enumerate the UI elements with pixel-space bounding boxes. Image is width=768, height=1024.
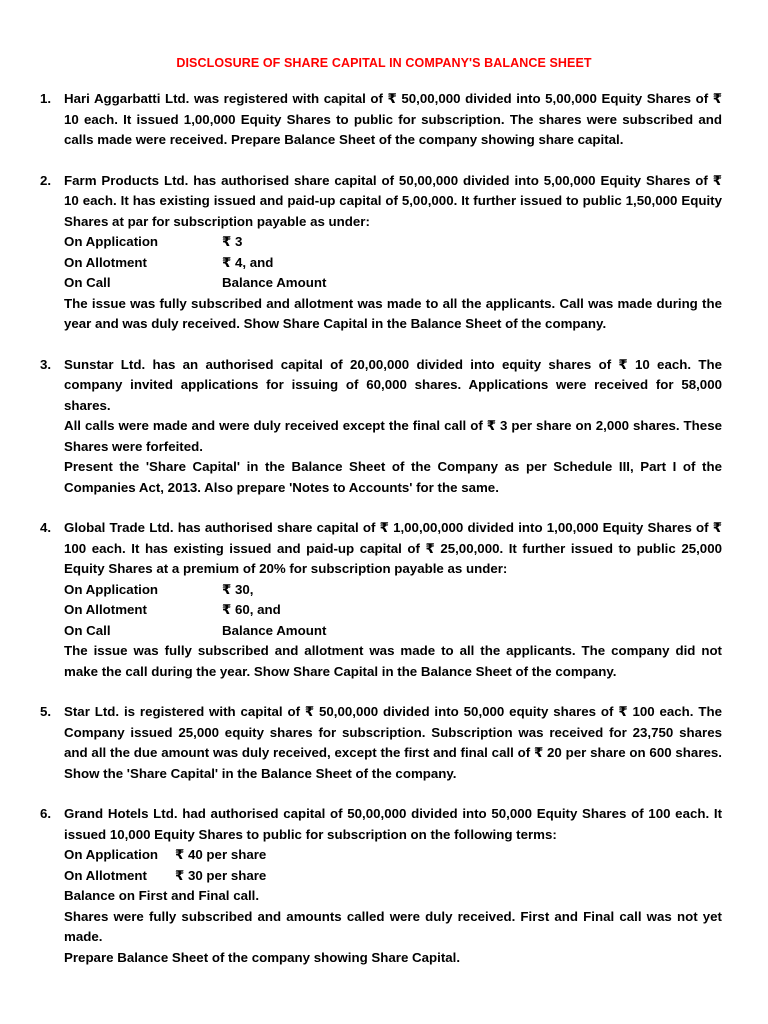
- question-number: 2.: [40, 172, 52, 188]
- question-2: [40, 171, 722, 335]
- question-6: [40, 804, 722, 968]
- payment-term-value: ₹ 4, and: [222, 254, 274, 270]
- question-number: 5.: [40, 704, 52, 719]
- payment-term-label: On Application: [64, 581, 159, 597]
- payment-term-row: [64, 845, 722, 866]
- payment-term-row: [64, 600, 722, 621]
- question-text: Shares were fully subscribed and amounts called were duly received. First and Final call was not yet made.: [64, 908, 722, 944]
- question-text: Grand Hotels Ltd. had authorised capital of 50,00,000 divided into 50,000 Equity Shares of 100 each. It issued 10,000 Equity Shares to public for subscription on the following terms:: [64, 806, 722, 842]
- payment-term-row: [64, 232, 722, 253]
- question-number: 4.: [40, 520, 52, 535]
- payment-term-value: ₹ 30 per share: [175, 867, 267, 883]
- question-number: 1.: [40, 91, 52, 106]
- question-text: Star Ltd. is registered with capital of ₹ 50,00,000 divided into 50,000 equity shares of ₹ 100 each. The Company issued 25,000 equity shares for subscription. Subscription was received for 23,750 shares and all the due amount was duly received, except the first and final call of ₹ 20 per share on 600 shares. Show the 'Share Capital' in the Balance Sheet of the company.: [64, 704, 722, 781]
- question-text: Present the 'Share Capital' in the Balance Sheet of the Company as per Schedule III, Part I of the Companies Act, 2013. Also prepare 'Notes to Accounts' for the same.: [64, 459, 722, 495]
- payment-term-label: On Allotment: [64, 602, 147, 617]
- question-text: The issue was fully subscribed and allotment was made to all the applicants. The company did not make the call during the year. Show Share Capital in the Balance Sheet of the company.: [64, 643, 722, 679]
- payment-term-row: [64, 273, 722, 294]
- question-text: Balance on First and Final call.: [64, 888, 260, 903]
- payment-term-label: On Call: [64, 622, 111, 638]
- question-number: 3.: [40, 356, 52, 372]
- payment-term-value: ₹ 30,: [222, 581, 254, 597]
- question-text: Sunstar Ltd. has an authorised capital of 20,00,000 divided into equity shares of ₹ 10 each. The company invited applications for issuing of 60,000 shares. Applications were received for 58,000 shares.: [64, 356, 722, 413]
- payment-term-label: On Application: [64, 847, 159, 862]
- payment-term-value: ₹ 60, and: [222, 602, 281, 617]
- question-text: Global Trade Ltd. has authorised share capital of ₹ 1,00,00,000 divided into 1,00,000 Equity Shares of ₹ 100 each. It has existing issued and paid-up capital of ₹ 25,00,000. It further issued to public 25,000 Equity Shares at a premium of 20% for subscription payable as under:: [64, 520, 722, 576]
- payment-term-value: Balance Amount: [222, 622, 327, 638]
- payment-term-label: On Call: [64, 275, 111, 290]
- question-text: The issue was fully subscribed and allotment was made to all the applicants. Call was made during the year and was duly received. Show Share Capital in the Balance Sheet of the company.: [64, 295, 722, 331]
- payment-term-row: [64, 253, 722, 274]
- question-4: [40, 518, 722, 682]
- payment-term-value: ₹ 40 per share: [175, 847, 267, 862]
- payment-term-row: [64, 866, 722, 887]
- question-text: Farm Products Ltd. has authorised share capital of 50,00,000 divided into 5,00,000 Equity Shares of ₹ 10 each. It has existing issued and paid-up capital of 5,00,000. It further issued to public 1,50,000 Equity Shares at par for subscription payable as under:: [64, 172, 722, 229]
- payment-term-label: On Application: [64, 234, 159, 249]
- question-text: Hari Aggarbatti Ltd. was registered with capital of ₹ 50,00,000 divided into 5,00,000 Equity Shares of ₹ 10 each. It issued 1,00,000 Equity Shares to public for subscription. The shares were subscribed and calls made were received. Prepare Balance Sheet of the company showing share capital.: [64, 91, 722, 147]
- question-1: [40, 89, 722, 151]
- question-3: [40, 355, 722, 499]
- question-number: 6.: [40, 806, 52, 821]
- payment-term-row: [64, 580, 722, 601]
- question-text: All calls were made and were duly received except the final call of ₹ 3 per share on 2,000 shares. These Shares were forfeited.: [64, 418, 722, 454]
- payment-term-value: Balance Amount: [222, 275, 327, 290]
- question-5: [40, 702, 722, 784]
- page-title: DISCLOSURE OF SHARE CAPITAL IN COMPANY'S BALANCE SHEET: [176, 56, 592, 70]
- question-text: Prepare Balance Sheet of the company showing Share Capital.: [64, 949, 461, 965]
- payment-term-label: On Allotment: [64, 254, 147, 270]
- payment-term-value: ₹ 3: [222, 234, 243, 249]
- payment-term-label: On Allotment: [64, 867, 147, 883]
- payment-term-row: [64, 621, 722, 642]
